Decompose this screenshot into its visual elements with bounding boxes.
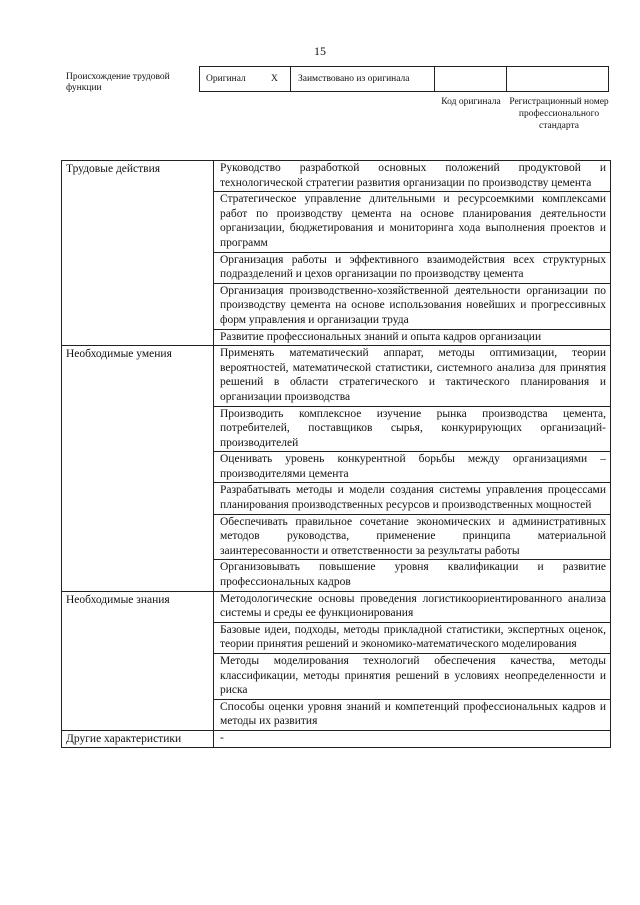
row-value: - xyxy=(214,730,611,747)
origin-divider xyxy=(434,67,435,91)
list-item: Методы моделирования технологий обеспечения качества, методы классификации, методы принятия решений в условиях неопределенности и риска xyxy=(214,654,610,700)
row-items xyxy=(214,161,611,346)
origin-label: Происхождение трудовой функции xyxy=(66,72,170,93)
list-item: Методологические основы проведения логистикоориентированного анализа системы и среды ее функционирования xyxy=(214,592,610,623)
page-number: 15 xyxy=(314,44,326,58)
row-items xyxy=(214,591,611,730)
row-label: Необходимые умения xyxy=(62,346,214,592)
row-label: Трудовые действия xyxy=(62,161,214,346)
table-row xyxy=(62,591,611,730)
list-item: Организация производственно-хозяйственной деятельности организации по производству цемента на основе использования новейших и прогрессивных форм управления и организации труда xyxy=(214,284,610,330)
code-label: Код оригинала xyxy=(441,97,501,107)
table-row xyxy=(62,730,611,747)
characteristics-table xyxy=(61,160,611,748)
table-row xyxy=(62,346,611,592)
list-item: Организовывать повышение уровня квалификации и развитие профессиональных кадров xyxy=(220,561,606,589)
row-label: Необходимые знания xyxy=(62,591,214,730)
list-item: Оценивать уровень конкурентной борьбы между организациями – производителями цемента xyxy=(214,452,610,483)
borrowed-label: Заимствовано из оригинала xyxy=(298,74,410,84)
origin-divider xyxy=(506,67,507,91)
list-item: Производить комплексное изучение рынка производства цемента, потребителей, поставщиков сырья, конкурирующих организаций-производителей xyxy=(214,407,610,453)
row-label: Другие характеристики xyxy=(62,730,214,747)
list-item: Базовые идеи, подходы, методы прикладной статистики, экспертных оценок, теории принятия решений и экономико-математического моделирования xyxy=(214,623,610,654)
list-item: Разрабатывать методы и модели создания системы управления процессами планирования производственных ресурсов и производственных мощностей xyxy=(214,483,610,514)
list-item: Обеспечивать правильное сочетание экономических и административных методов руководства, применение принципа материальной заинтересованности и ответственности за результаты работы xyxy=(214,515,610,561)
regnum-label: Регистрационный номер профессионального стандарта xyxy=(509,97,609,131)
row-items xyxy=(214,346,611,592)
table-row xyxy=(62,161,611,346)
origin-box xyxy=(199,66,609,92)
origin-divider xyxy=(290,67,291,91)
list-item: Организация работы и эффективного взаимодействия всех структурных подразделений и цехов организации по производству цемента xyxy=(214,253,610,284)
original-mark: X xyxy=(271,74,278,84)
list-item: Применять математический аппарат, методы оптимизации, теории вероятностей, математической статистики, системного анализа для принятия решений в области стратегического и тактического планирования и организации производства xyxy=(214,346,610,406)
list-item: Руководство разработкой основных положений продуктовой и технологической стратегии развития организации по производству цемента xyxy=(214,161,610,192)
list-item: Развитие профессиональных знаний и опыта кадров организации xyxy=(220,330,542,343)
original-label: Оригинал xyxy=(206,74,246,84)
list-item: Способы оценки уровня знаний и компетенций профессиональных кадров и методы их развития xyxy=(220,700,606,728)
list-item: Стратегическое управление длительными и ресурсоемкими комплексами работ по производству цемента на основе планирования деятельности организации, бюджетирования и мониторинга хода выполнения проектов и программ xyxy=(214,192,610,252)
